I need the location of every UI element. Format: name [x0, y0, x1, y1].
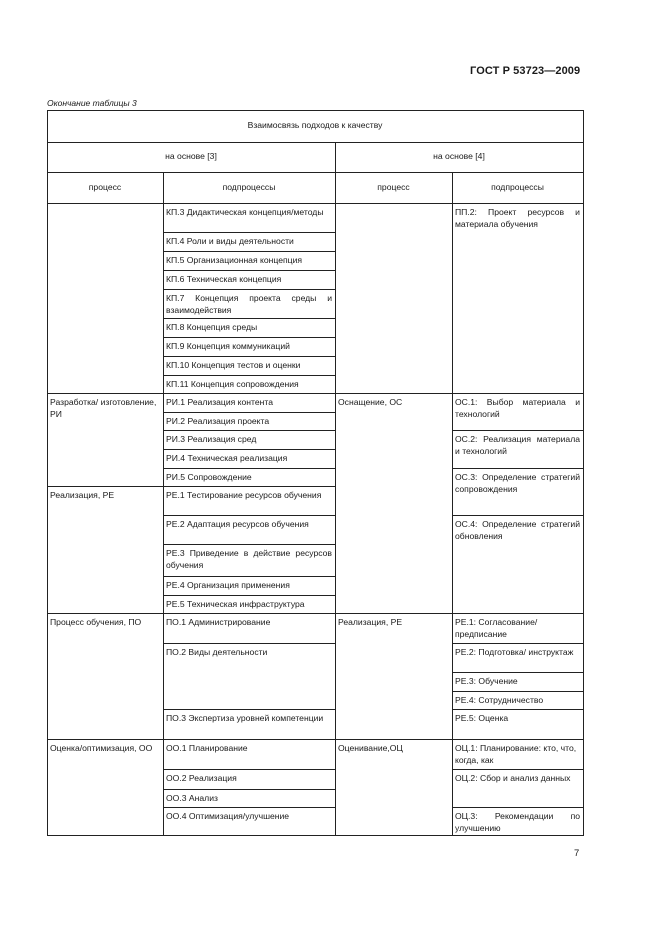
- row-separator: [163, 318, 335, 319]
- column-header-process-left: процесс: [88, 181, 122, 192]
- row-separator: [452, 709, 583, 710]
- table-title: Взаимосвязь подходов к качеству: [247, 120, 383, 131]
- group-header-left: на основе [3]: [165, 151, 217, 162]
- right-process-cell: Оценивание,ОЦ: [338, 743, 403, 753]
- row-separator: [163, 449, 335, 450]
- right-subprocess-cell: РЕ.1: Согласование/ предписание: [455, 617, 538, 639]
- row-separator: [452, 739, 583, 740]
- row-separator: [163, 709, 335, 710]
- row-separator: [452, 691, 583, 692]
- right-subprocess-cell: ОС.4: Определение стратегий обновления: [455, 519, 580, 541]
- row-separator: [163, 515, 335, 516]
- left-subprocess-cell: КП.7 Концепция проекта среды и взаимодействия: [166, 293, 332, 315]
- right-subprocess-cell: РЕ.4: Сотрудничество: [455, 695, 544, 705]
- group-header-right: на основе [4]: [433, 151, 485, 162]
- right-process-cell: Оснащение, ОС: [338, 397, 403, 407]
- row-separator: [452, 643, 583, 644]
- right-process-cell: Реализация, РЕ: [338, 617, 403, 627]
- table-border-line: [163, 172, 164, 836]
- column-header-subprocesses-left: подпроцессы: [222, 181, 276, 192]
- row-separator: [163, 769, 335, 770]
- left-process-cell: Оценка/оптимизация, ОО: [50, 743, 153, 753]
- row-separator: [163, 289, 335, 290]
- left-subprocess-cell: КП.10 Концепция тестов и оценки: [166, 360, 301, 370]
- table-border-line: [47, 203, 584, 204]
- left-subprocess-cell: КП.3 Дидактическая концепция/методы: [166, 207, 324, 217]
- row-separator: [163, 544, 335, 545]
- row-separator: [47, 613, 163, 614]
- table-border-line: [583, 110, 584, 836]
- right-subprocess-cell: ОС.2: Реализация материала и технологий: [455, 434, 580, 456]
- table-border-line: [47, 835, 584, 836]
- table-border-line: [47, 142, 584, 143]
- row-separator: [452, 807, 583, 808]
- left-subprocess-cell: КП.9 Концепция коммуникаций: [166, 341, 290, 351]
- table-border-line: [47, 110, 48, 836]
- left-process-cell: Реализация, РЕ: [50, 490, 115, 500]
- left-subprocess-cell: РЕ.2 Адаптация ресурсов обучения: [166, 519, 309, 529]
- right-subprocess-cell: ПП.2: Проект ресурсов и материала обучения: [455, 207, 580, 229]
- left-subprocess-cell: ОО.1 Планирование: [166, 743, 248, 753]
- document-title: ГОСТ Р 53723—2009: [470, 65, 581, 77]
- row-separator: [47, 393, 163, 394]
- right-subprocess-cell: ОЦ.2: Сбор и анализ данных: [455, 773, 571, 783]
- row-separator: [163, 576, 335, 577]
- row-separator: [335, 393, 452, 394]
- page-number: 7: [574, 848, 580, 859]
- left-subprocess-cell: ОО.4 Оптимизация/улучшение: [166, 811, 290, 821]
- row-separator: [452, 468, 583, 469]
- left-subprocess-cell: РИ.5 Сопровождение: [166, 472, 252, 482]
- right-subprocess-cell: ОС.1: Выбор материала и технологий: [455, 397, 580, 419]
- left-subprocess-cell: ОО.3 Анализ: [166, 793, 218, 803]
- row-separator: [163, 232, 335, 233]
- row-separator: [163, 356, 335, 357]
- right-subprocess-cell: ОС.3: Определение стратегий сопровождения: [455, 472, 580, 494]
- left-subprocess-cell: РЕ.4 Организация применения: [166, 580, 290, 590]
- left-subprocess-cell: КП.4 Роли и виды деятельности: [166, 236, 294, 246]
- table-border-line: [47, 110, 584, 111]
- right-subprocess-cell: ОЦ.3: Рекомендации по улучшению: [455, 811, 580, 833]
- right-subprocess-cell: РЕ.5: Оценка: [455, 713, 509, 723]
- row-separator: [452, 613, 583, 614]
- table-border-line: [335, 142, 336, 836]
- row-separator: [163, 430, 335, 431]
- row-separator: [163, 251, 335, 252]
- row-separator: [163, 337, 335, 338]
- left-subprocess-cell: РЕ.3 Приведение в действие ресурсов обучения: [166, 548, 332, 570]
- left-subprocess-cell: РИ.3 Реализация сред: [166, 434, 257, 444]
- left-subprocess-cell: КП.11 Концепция сопровождения: [166, 379, 299, 389]
- left-subprocess-cell: ПО.1 Администрирование: [166, 617, 271, 627]
- row-separator: [163, 595, 335, 596]
- row-separator: [163, 468, 335, 469]
- right-subprocess-cell: ОЦ.1: Планирование: кто, что, когда, как: [455, 743, 577, 765]
- row-separator: [452, 769, 583, 770]
- table-caption: Окончание таблицы 3: [47, 98, 137, 108]
- row-separator: [163, 613, 335, 614]
- row-separator: [452, 672, 583, 673]
- row-separator: [163, 412, 335, 413]
- left-process-cell: Процесс обучения, ПО: [50, 617, 142, 627]
- table-border-line: [47, 172, 584, 173]
- row-separator: [163, 375, 335, 376]
- right-subprocess-cell: РЕ.3: Обучение: [455, 676, 518, 686]
- left-subprocess-cell: КП.5 Организационная концепция: [166, 255, 303, 265]
- row-separator: [163, 789, 335, 790]
- left-subprocess-cell: РЕ.5 Техническая инфраструктура: [166, 599, 305, 609]
- left-subprocess-cell: КП.6 Техническая концепция: [166, 274, 282, 284]
- right-subprocess-cell: РЕ.2: Подготовка/ инструктаж: [455, 647, 574, 657]
- column-header-process-right: процесс: [377, 181, 410, 192]
- left-process-cell: Разработка/ изготовление, РИ: [50, 397, 157, 419]
- row-separator: [163, 270, 335, 271]
- left-subprocess-cell: РИ.1 Реализация контента: [166, 397, 274, 407]
- left-subprocess-cell: РИ.2 Реализация проекта: [166, 416, 270, 426]
- row-separator: [163, 739, 335, 740]
- row-separator: [335, 739, 452, 740]
- row-separator: [163, 393, 335, 394]
- left-subprocess-cell: КП.8 Концепция среды: [166, 322, 258, 332]
- row-separator: [47, 486, 163, 487]
- left-subprocess-cell: РИ.4 Техническая реализация: [166, 453, 288, 463]
- row-separator: [452, 393, 583, 394]
- left-subprocess-cell: ОО.2 Реализация: [166, 773, 237, 783]
- row-separator: [452, 430, 583, 431]
- left-subprocess-cell: РЕ.1 Тестирование ресурсов обучения: [166, 490, 322, 500]
- row-separator: [452, 515, 583, 516]
- row-separator: [47, 739, 163, 740]
- left-subprocess-cell: ПО.2 Виды деятельности: [166, 647, 268, 657]
- column-header-subprocesses-right: подпроцессы: [491, 181, 544, 192]
- row-separator: [163, 643, 335, 644]
- table-border-line: [452, 172, 453, 836]
- row-separator: [163, 807, 335, 808]
- row-separator: [163, 486, 335, 487]
- left-subprocess-cell: ПО.3 Экспертиза уровней компетенции: [166, 713, 324, 723]
- row-separator: [335, 613, 452, 614]
